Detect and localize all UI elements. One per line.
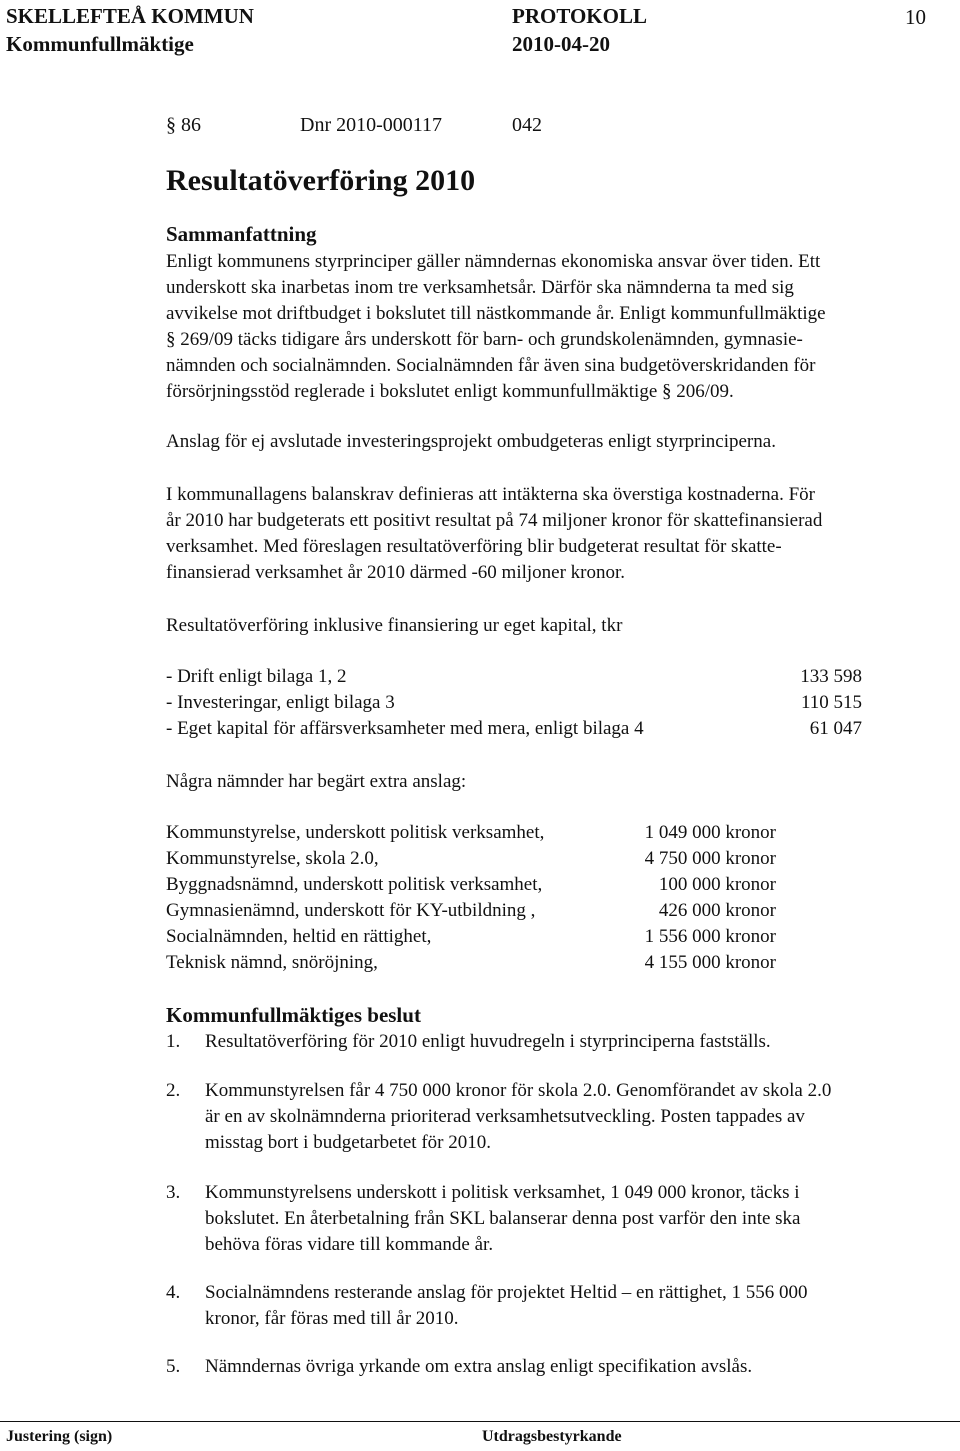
decision-line: Resultatöverföring för 2010 enligt huvudregeln i styrprinciperna fastställs. — [205, 1031, 771, 1052]
decision-line: misstag bort i budgetarbetet för 2010. — [205, 1132, 491, 1153]
transfer-row — [166, 690, 866, 716]
section-number: § 86 — [166, 114, 201, 136]
balance-line: I kommunallagens balanskrav definieras att intäkterna ska överstiga kostnaderna. För — [166, 484, 815, 505]
footer-divider — [0, 1421, 960, 1422]
transfer-value: 133 598 — [800, 666, 862, 687]
decision-number: 1. — [166, 1031, 181, 1052]
request-row — [166, 846, 786, 872]
request-label: Teknisk nämnd, snöröjning, — [166, 952, 378, 973]
decision-item — [205, 1078, 831, 1156]
decision-item — [205, 1029, 771, 1055]
decision-item — [205, 1180, 801, 1258]
request-label: Socialnämnden, heltid en rättighet, — [166, 926, 432, 947]
decision-line: Socialnämndens resterande anslag för projektet Heltid – en rättighet, 1 556 000 — [205, 1282, 808, 1303]
request-label: Kommunstyrelse, underskott politisk verksamhet, — [166, 822, 545, 843]
request-row — [166, 898, 786, 924]
decision-line: Nämndernas övriga yrkande om extra anslag enligt specifikation avslås. — [205, 1356, 753, 1377]
header-doc-type: PROTOKOLL — [512, 4, 647, 28]
request-label: Gymnasienämnd, underskott för KY-utbildning , — [166, 900, 536, 921]
diary-number: Dnr 2010-000117 — [300, 114, 443, 136]
transfer-row — [166, 716, 866, 742]
transfer-heading: Resultatöverföring inklusive finansiering ur eget kapital, tkr — [166, 615, 623, 636]
decision-number: 5. — [166, 1356, 181, 1377]
transfer-row — [166, 664, 866, 690]
header-date: 2010-04-20 — [512, 32, 610, 56]
summary-line: Enligt kommunens styrprinciper gäller nämndernas ekonomiska ansvar över tiden. Ett — [166, 251, 821, 272]
decision-line: kronor, får föras med till år 2010. — [205, 1308, 459, 1329]
requests-heading: Några nämnder har begärt extra anslag: — [166, 771, 467, 792]
summary-line: underskott ska inarbetas inom tre verksamhetsår. Därför ska nämnderna ta med sig — [166, 277, 794, 298]
decision-line: Kommunstyrelsens underskott i politisk verksamhet, 1 049 000 kronor, täcks i — [205, 1182, 800, 1203]
summary-line: nämnden och socialnämnden. Socialnämnden får även sina budgetöverskridanden för — [166, 355, 816, 376]
page-number: 10 — [905, 5, 926, 29]
decision-number: 4. — [166, 1282, 181, 1303]
balance-line: år 2010 har budgeterats ett positivt resultat på 74 miljoner kronor för skattefinansierad — [166, 510, 823, 531]
transfer-value: 61 047 — [809, 718, 862, 739]
decision-number: 3. — [166, 1182, 181, 1203]
decision-line: bokslutet. En återbetalning från SKL balanserar denna post varför den inte ska — [205, 1208, 801, 1229]
decision-number: 2. — [166, 1080, 181, 1101]
summary-line: § 269/09 täcks tidigare års underskott för barn- och grundskolenämnden, gymnasie- — [166, 329, 803, 350]
summary-line: försörjningsstöd reglerade i bokslutet enligt kommunfullmäktige § 206/09. — [166, 381, 734, 402]
decision-item — [205, 1280, 808, 1332]
summary-paragraph — [166, 249, 960, 405]
request-row — [166, 924, 786, 950]
request-label: Kommunstyrelse, skola 2.0, — [166, 848, 379, 869]
case-code: 042 — [512, 114, 542, 136]
request-amount: 4 155 000 kronor — [644, 952, 776, 973]
decision-line: behöva föras vidare till kommande år. — [205, 1234, 494, 1255]
decision-line: är en av skolnämnderna prioriterad verksamhetsutveckling. Posten tappades av — [205, 1106, 805, 1127]
transfer-label: - Eget kapital för affärsverksamheter med mera, enligt bilaga 4 — [166, 718, 644, 739]
balance-paragraph — [166, 482, 960, 586]
balance-line: verksamhet. Med föreslagen resultatöverföring blir budgeterat resultat för skatte- — [166, 536, 782, 557]
page-title: Resultatöverföring 2010 — [166, 164, 476, 197]
decision-item — [205, 1354, 752, 1380]
request-amount: 1 556 000 kronor — [644, 926, 776, 947]
request-amount: 100 000 kronor — [658, 874, 776, 895]
request-amount: 4 750 000 kronor — [644, 848, 776, 869]
decision-heading: Kommunfullmäktiges beslut — [166, 1003, 421, 1027]
header-org: SKELLEFTEÅ KOMMUN — [6, 4, 254, 28]
request-amount: 426 000 kronor — [658, 900, 776, 921]
header-body: Kommunfullmäktige — [6, 32, 194, 56]
request-row — [166, 820, 786, 846]
balance-line: finansierad verksamhet år 2010 därmed -60 miljoner kronor. — [166, 562, 626, 583]
transfer-label: - Investeringar, enligt bilaga 3 — [166, 692, 395, 713]
footer-signature-label: Justering (sign) — [6, 1428, 113, 1445]
request-amount: 1 049 000 kronor — [644, 822, 776, 843]
summary-line: avvikelse mot driftbudget i bokslutet till nästkommande år. Enligt kommunfullmäktige — [166, 303, 826, 324]
transfer-value: 110 515 — [800, 692, 862, 713]
summary-heading: Sammanfattning — [166, 222, 317, 246]
investment-note: Anslag för ej avslutade investeringsprojekt ombudgeteras enligt styrprinciperna. — [166, 431, 776, 452]
decision-line: Kommunstyrelsen får 4 750 000 kronor för skola 2.0. Genomförandet av skola 2.0 — [205, 1080, 832, 1101]
footer-extract-label: Utdragsbestyrkande — [482, 1428, 622, 1445]
request-label: Byggnadsnämnd, underskott politisk verksamhet, — [166, 874, 543, 895]
request-row — [166, 950, 786, 976]
transfer-label: - Drift enligt bilaga 1, 2 — [166, 666, 347, 687]
request-row — [166, 872, 786, 898]
